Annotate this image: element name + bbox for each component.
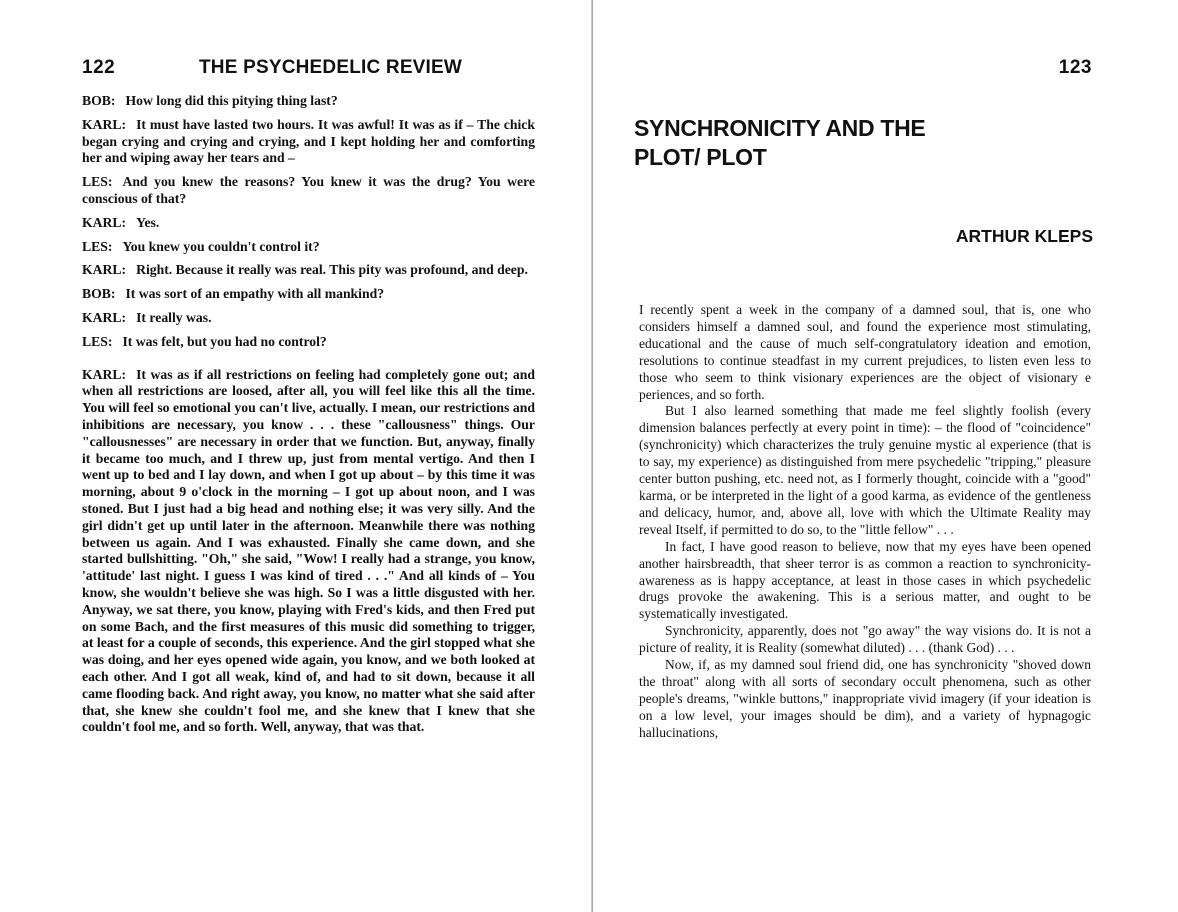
speech-text: Yes.: [136, 214, 160, 230]
article-title: [634, 114, 925, 172]
interview-column: [82, 93, 535, 743]
speaker-label: LES:: [82, 238, 113, 254]
speech-text: You knew you couldn't control it?: [122, 238, 320, 254]
dialogue-line: [82, 286, 535, 303]
dialogue-line: [82, 239, 535, 256]
page-number-left: 122: [82, 57, 116, 78]
article-author: ARTHUR KLEPS: [955, 226, 1093, 246]
speech-text: And you knew the reasons? You knew it was the drug? You were conscious of that?: [82, 174, 535, 206]
speech-text: It was felt, but you had no control?: [122, 333, 327, 349]
speech-text: It was sort of an empathy with all mankind?: [125, 286, 385, 302]
speaker-label: KARL:: [82, 116, 127, 132]
dialogue-line: [82, 367, 535, 737]
dialogue-line: [82, 93, 535, 110]
body-paragraph: Synchronicity, apparently, does not "go away" the way visions do. It is not a picture of reality, it is Reality (somewhat diluted) . . . (thank God) . . .: [639, 623, 1091, 656]
speaker-label: LES:: [82, 333, 113, 349]
article-body: [639, 302, 1091, 742]
speaker-label: KARL:: [82, 214, 127, 230]
body-paragraph: But I also learned something that made me feel slightly foolish (every dimension balances perfectly at every point in time): – the flood of "coincidence" (synchronicity) which characterizes the truly genuine mystic al experience (that is to say, my experience) as distinguished from mere psychedelic "tripping," pleasure center button pushing, etc. need not, as I formerly thought, coincide with a "good" karma, or be interpreted in the light of a good karma, as evidence of the gentleness and delicacy, humor, and, above all, love with which the Ultimate Reality may reveal Itself, if permitted to do so, to the "little fellow" . . .: [639, 403, 1091, 537]
speaker-label: KARL:: [82, 309, 127, 325]
dialogue-line: [82, 310, 535, 327]
speech-text: How long did this pitying thing last?: [125, 93, 338, 108]
speech-text: It must have lasted two hours. It was awful! It was as if – The chick began crying and crying and crying, and I kept holding her and comforting her and wiping away her tears and –: [82, 116, 535, 166]
title-line: SYNCHRONICITY AND THE: [634, 115, 926, 141]
title-line: PLOT/ PLOT: [634, 144, 767, 170]
speaker-label: LES:: [82, 174, 113, 190]
dialogue-line: [82, 262, 535, 279]
dialogue-line: [82, 215, 535, 232]
speaker-label: KARL:: [82, 262, 127, 278]
page-number-right: 123: [1058, 57, 1092, 78]
dialogue-line: [82, 334, 535, 351]
speaker-label: KARL:: [82, 366, 127, 382]
speech-text: It really was.: [136, 309, 212, 325]
speech-text: It was as if all restrictions on feeling had completely gone out; and when all restrictions are loosed, after all, you will feel like this all the time. You will feel so emotional you can't live, actually. I mean, our restrictions and inhibitions are necessary, you know . . . these "callousness" things. Our "callousnesses" are necessary in order that we function. But, anyway, finally it became too much, and I threw up, just from mental vertigo. And then I went up to bed and I lay down, and when I got up about – by this time it was morning, about 9 o'clock in the morning – I got up about noon, and I was stoned. But I just had a big head and nothing else; it was very silly. And the girl didn't get up until later in the afternoon. Meanwhile there was nothing between us again. And I was exhausted. Finally she came down, and she started bullshitting. "Oh," she said, "Wow! I really had a strange, you know, 'attitude' last night. I guess I was kind of tired . . ." And all kinds of – You know, she wouldn't believe she was high. So I was a little disgusted with her. Anyway, we sat there, you know, playing with Fred's kids, and then Fred put on some Bach, and the first measures of this music did something to trigger, at least for a couple of seconds, this experience. And the girl stopped what she was doing, and her eyes opened wide again, you know, and we both looked at each other. And I got all weak, kind of, and had to sit down, because it all came flooding back. And right away, you know, no matter what she said after that, she knew she couldn't fool me, and she knew that I knew that she couldn't fool me, and so forth. Well, anyway, that was that.: [82, 366, 535, 735]
running-head: THE PSYCHEDELIC REVIEW: [199, 57, 463, 78]
speaker-label: BOB:: [82, 93, 116, 108]
speech-text: Right. Because it really was real. This pity was profound, and deep.: [136, 262, 528, 278]
dialogue-line: [82, 117, 535, 167]
body-paragraph: I recently spent a week in the company of a damned soul, that is, one who considers himself a damned soul, and found the experience most stimulating, educational and the cause of much self-congratulatory ideation and emotion, resolutions to continue steadfast in my current prejudices, to listen even less to those who seem to think visionary experiences are the object of visionary e periences, and so forth.: [639, 302, 1091, 402]
body-paragraph: Now, if, as my damned soul friend did, one has synchronicity "shoved down the throat" along with all sorts of secondary occult phenomena, such as other people's dreams, "winkle buttons," inappropriate vivid imagery (if your ideation is on a low level, your images should be dim), and a variety of hypnagogic hallucinations,: [639, 657, 1091, 740]
body-paragraph: In fact, I have good reason to believe, now that my eyes have been opened another hairsbreadth, that sheer terror is as common a reaction to synchronicity-awareness as is happy acceptance, at least in those cases in which psychedelic drugs provoke the awakening. This is a serious matter, and ought to be systematically investigated.: [639, 538, 1091, 622]
dialogue-line: [82, 174, 535, 208]
right-page: [594, 0, 1178, 912]
book-spine: [591, 0, 593, 912]
speaker-label: BOB:: [82, 286, 116, 302]
